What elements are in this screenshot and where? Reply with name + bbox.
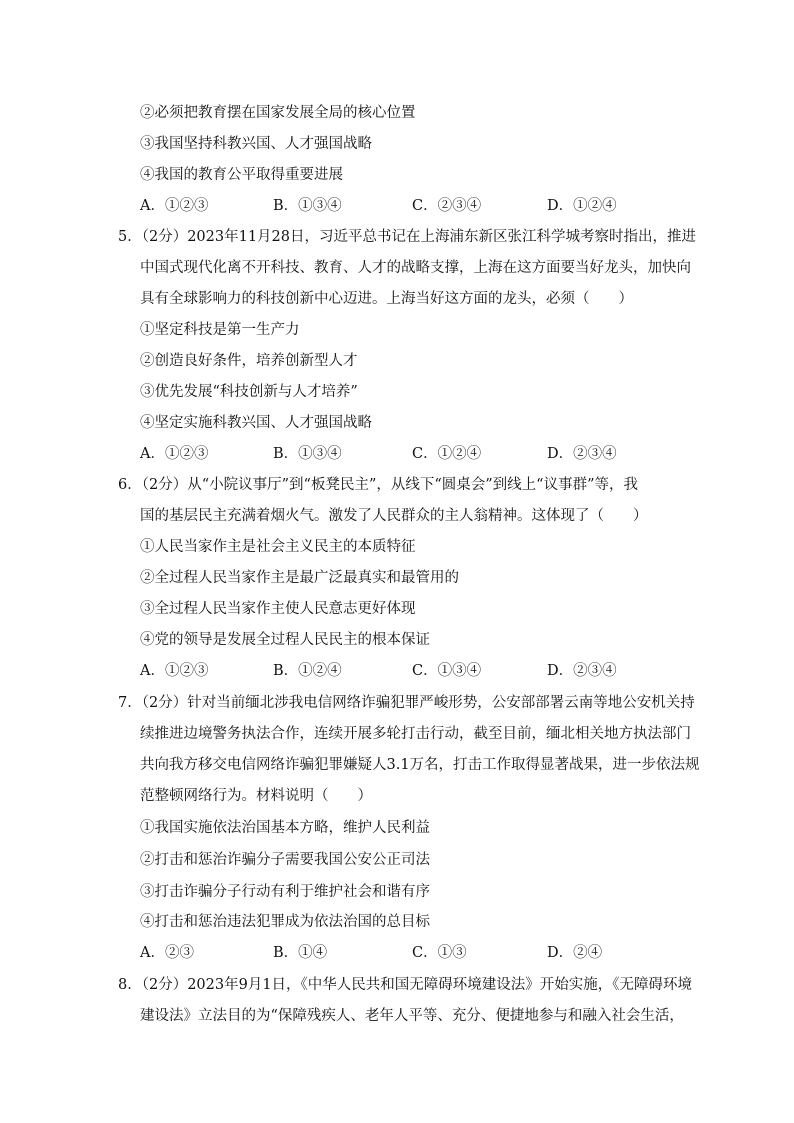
option-a: A．①②③: [140, 663, 209, 679]
question-text: 国的基层民主充满着烟火气。激发了人民群众的主人翁精神。这体现了（ ）: [140, 508, 648, 524]
answer-choice: ②打击和惩治诈骗分子需要我国公安公正司法: [140, 852, 430, 868]
question-text: 建设法》立法目的为“保障残疾人、老年人平等、充分、便捷地参与和融入社会生活，: [140, 1008, 684, 1024]
question-5-stem: 5．（2分）2023年11月28日，习近平总书记在上海浦东新区张江科学城考察时指出，推进: [118, 229, 697, 245]
option-row: [140, 661, 700, 681]
option-a: A．①②③: [140, 198, 209, 214]
option-d: D．②④: [547, 945, 603, 961]
question-text: 具有全球影响力的科技创新中心迈进。上海当好这方面的龙头，必须（ ）: [140, 291, 633, 307]
answer-choice: ④我国的教育公平取得重要进展: [140, 167, 343, 183]
answer-choice: ②创造良好条件，培养创新型人才: [140, 353, 358, 369]
option-a: A．②③: [140, 945, 194, 961]
answer-choice: ①人民当家作主是社会主义民主的本质特征: [140, 539, 416, 555]
option-d: D．②③④: [547, 663, 617, 679]
option-b: B．①④: [273, 945, 328, 961]
question-text: 续推进边境警务执法合作，连续开展多轮打击行动，截至目前，缅北相关地方执法部门: [140, 726, 691, 742]
question-8-stem: 8．（2分）2023年9月1日，《中华人民共和国无障碍环境建设法》开始实施，《无障碍环境: [118, 977, 693, 993]
answer-choice: ③打击诈骗分子行动有利于维护社会和谐有序: [140, 884, 430, 900]
option-row: [140, 444, 700, 464]
option-b: B．①③④: [273, 446, 342, 462]
option-row: [140, 943, 700, 963]
answer-choice: ④党的领导是发展全过程人民民主的根本保证: [140, 632, 430, 648]
option-d: D．①②④: [547, 198, 617, 214]
question-text: 中国式现代化离不开科技、教育、人才的战略支撑，上海在这方面要当好龙头，加快向: [140, 260, 691, 276]
option-b: B．①③④: [273, 198, 342, 214]
option-b: B．①②④: [273, 663, 342, 679]
answer-choice: ①坚定科技是第一生产力: [140, 322, 300, 338]
option-c: C．①③: [412, 945, 467, 961]
option-c: C．②③④: [412, 198, 482, 214]
question-6-stem: 6．（2分）从“小院议事厅”到“板凳民主”，从线下“圆桌会”到线上“议事群”等，我: [118, 477, 639, 493]
question-text: 共向我方移交电信网络诈骗犯罪嫌疑人3.1万名，打击工作取得显著战果，进一步依法规: [140, 757, 700, 773]
answer-choice: ①我国实施依法治国基本方略，维护人民利益: [140, 820, 430, 836]
answer-choice: ②全过程人民当家作主是最广泛最真实和最管用的: [140, 570, 459, 586]
option-a: A．①②③: [140, 446, 209, 462]
question-text: 范整顿网络行为。材料说明（ ）: [140, 788, 372, 804]
answer-choice: ②必须把教育摆在国家发展全局的核心位置: [140, 105, 416, 121]
answer-choice: ③我国坚持科教兴国、人才强国战略: [140, 136, 372, 152]
answer-choice: ③全过程人民当家作主使人民意志更好体现: [140, 601, 416, 617]
option-c: C．①②④: [412, 446, 482, 462]
option-d: D．②③④: [547, 446, 617, 462]
question-7-stem: 7．（2分）针对当前缅北涉我电信网络诈骗犯罪严峻形势，公安部部署云南等地公安机关持: [118, 695, 695, 711]
answer-choice: ③优先发展“科技创新与人才培养”: [140, 384, 358, 400]
option-c: C．①③④: [412, 663, 482, 679]
answer-choice: ④坚定实施科教兴国、人才强国战略: [140, 415, 372, 431]
answer-choice: ④打击和惩治违法犯罪成为依法治国的总目标: [140, 914, 430, 930]
option-row: [140, 196, 700, 216]
